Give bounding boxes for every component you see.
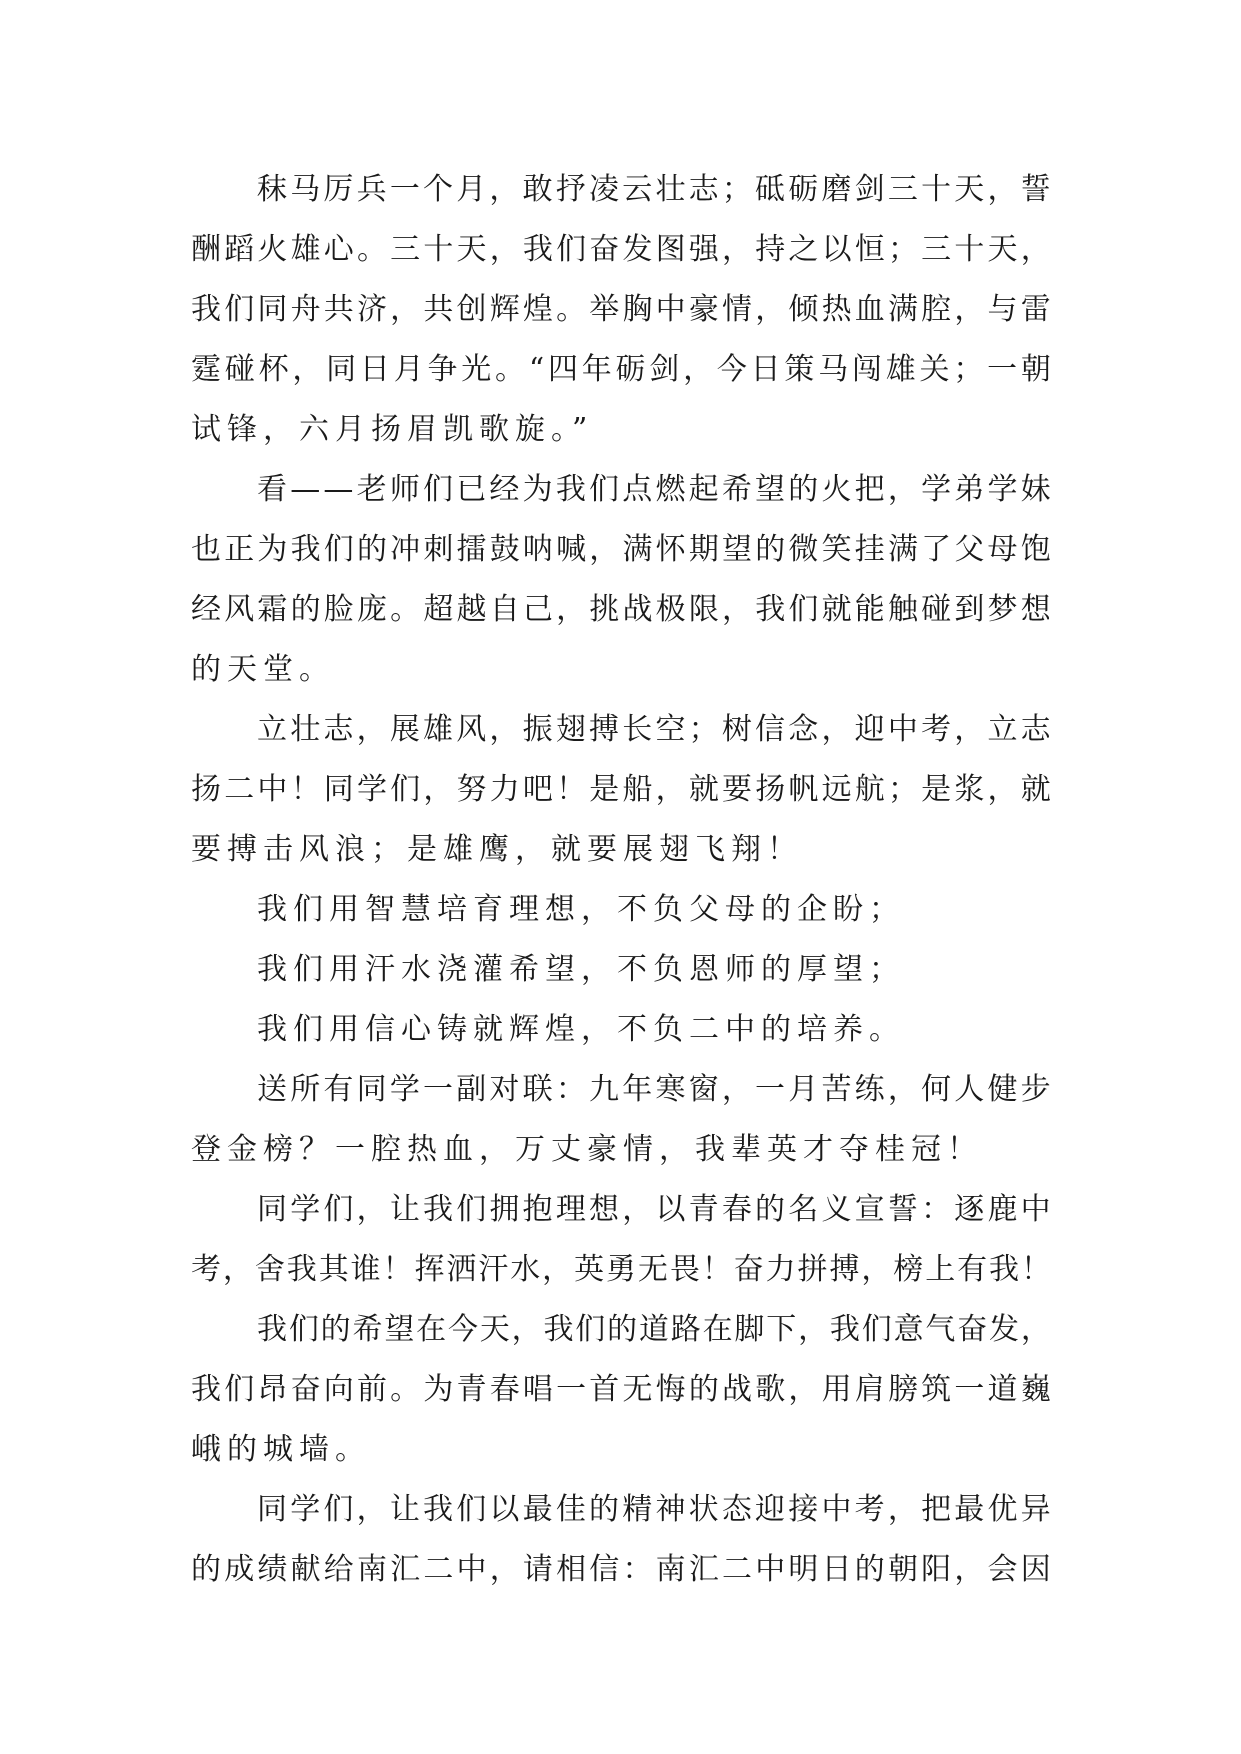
- text-line: 我们用汗水浇灌希望，不负恩师的厚望；: [257, 952, 905, 987]
- text-line: 也 正 为 我 们 的 冲 刺 擂 鼓 呐 喊 ， 满 怀 期 望 的 微 笑 挂 满 了 父 母 饱: [191, 532, 1051, 567]
- text-line: 考 ， 舍 我 其 谁 ！ 挥 洒 汗 水 ， 英 勇 无 畏 ！ 奋 力 拼 搏 ， 榜 上 有 我 ！: [191, 1252, 1051, 1287]
- text-line: 扬 二 中 ！ 同 学 们 ， 努 力 吧 ！ 是 船 ， 就 要 扬 帆 远 航 ； 是 浆 ， 就: [191, 772, 1051, 807]
- text-line: 经 风 霜 的 脸 庞 。 超 越 自 己 ， 挑 战 极 限 ， 我 们 就 能 触 碰 到 梦 想: [191, 592, 1051, 627]
- text-line: 秣 马 厉 兵 一 个 月 ， 敢 抒 凌 云 壮 志 ； 砥 砺 磨 剑 三 十 天 ， 誓: [257, 172, 1051, 207]
- text-line: 我 们 昂 奋 向 前 。 为 青 春 唱 一 首 无 悔 的 战 歌 ， 用 肩 膀 筑 一 道 巍: [191, 1372, 1051, 1407]
- text-line: 我们用智慧培育理想，不负父母的企盼；: [257, 892, 905, 927]
- text-line: 送 所 有 同 学 一 副 对 联 ： 九 年 寒 窗 ， 一 月 苦 练 ， 何 人 健 步: [257, 1072, 1051, 1107]
- text-line: 同 学 们 ， 让 我 们 以 最 佳 的 精 神 状 态 迎 接 中 考 ， 把 最 优 异: [257, 1492, 1051, 1527]
- text-line: 的天堂。: [191, 652, 335, 687]
- text-line: 我 们 的 希 望 在 今 天 ， 我 们 的 道 路 在 脚 下 ， 我 们 意 气 奋 发 ，: [257, 1312, 1051, 1347]
- text-line: 我 们 同 舟 共 济 ， 共 创 辉 煌 。 举 胸 中 豪 情 ， 倾 热 血 满 腔 ， 与 雷: [191, 292, 1051, 327]
- text-line: 试锋，六月扬眉凯歌旋。”: [191, 412, 594, 447]
- text-line: 看 — — 老 师 们 已 经 为 我 们 点 燃 起 希 望 的 火 把 ， 学 弟 学 妹: [257, 472, 1051, 507]
- text-line: 同 学 们 ， 让 我 们 拥 抱 理 想 ， 以 青 春 的 名 义 宣 誓 ： 逐 鹿 中: [257, 1192, 1051, 1227]
- text-line: 要搏击风浪；是雄鹰，就要展翅飞翔！: [191, 832, 803, 867]
- text-line: 我们用信心铸就辉煌，不负二中的培养。: [257, 1012, 905, 1047]
- text-line: 酬 蹈 火 雄 心 。 三 十 天 ， 我 们 奋 发 图 强 ， 持 之 以 恒 ； 三 十 天 ，: [191, 232, 1051, 267]
- body-text: [191, 160, 1051, 1600]
- text-line: 霆 碰 杯 ， 同 日 月 争 光 。 “ 四 年 砺 剑 ， 今 日 策 马 闯 雄 关 ； 一 朝: [191, 352, 1051, 387]
- text-line: 峨的城墙。: [191, 1432, 371, 1467]
- text-line: 登金榜？一腔热血，万丈豪情，我辈英才夺桂冠！: [191, 1132, 983, 1167]
- text-line: 的 成 绩 献 给 南 汇 二 中 ， 请 相 信 ： 南 汇 二 中 明 日 的 朝 阳 ， 会 因: [191, 1552, 1051, 1587]
- text-line: 立 壮 志 ， 展 雄 风 ， 振 翅 搏 长 空 ； 树 信 念 ， 迎 中 考 ， 立 志: [257, 712, 1051, 747]
